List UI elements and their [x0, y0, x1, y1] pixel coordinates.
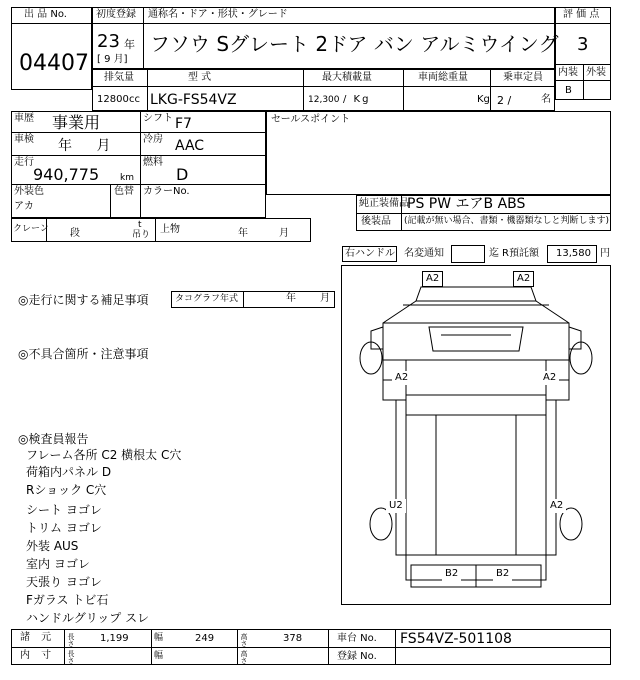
chassis-value: FS54VZ-501108: [400, 631, 512, 647]
length-label: 長さ: [67, 633, 75, 647]
shift-value: F7: [175, 116, 192, 132]
eval-score: 3: [577, 34, 589, 55]
divider: [490, 69, 491, 111]
divider: [11, 155, 266, 156]
damage-mark: A2: [540, 371, 559, 385]
damage-mark: B2: [442, 567, 461, 581]
exterior-label: 外装: [586, 67, 606, 78]
reg-month: [ 9 月]: [97, 54, 128, 65]
eval-label: 評 価 点: [563, 9, 600, 20]
crane-label: クレーン: [13, 224, 49, 234]
damage-mark: A2: [392, 371, 411, 385]
tacho-label: タコグラフ年式: [175, 294, 239, 304]
mileage-value: 940,775: [33, 165, 100, 184]
divider: [151, 629, 152, 665]
interior-dims-label: 内 寸: [20, 650, 56, 661]
max-load-value: 12,300: [308, 95, 340, 105]
divider: [328, 629, 329, 665]
driving-notes-label: ◎走行に関する補足事項: [18, 293, 149, 307]
divider: [147, 69, 148, 111]
handle-value: 右ハンドル: [345, 248, 395, 259]
fuel-label: 燃料: [143, 157, 163, 168]
displacement-label: 排気量: [104, 72, 134, 83]
tacho-month-unit: 月: [320, 293, 330, 304]
chassis-label: 車台 No.: [337, 633, 377, 644]
gvw-unit: Kg: [477, 94, 490, 105]
int-width-label: 幅: [154, 651, 164, 661]
inspector-line: 荷箱内パネル D: [26, 465, 112, 479]
mileage-label: 走行: [14, 157, 34, 168]
inspector-line: シート ヨゴレ: [26, 503, 102, 517]
shift-label: シフト: [143, 113, 173, 124]
std-equipment-label: 純正装備品: [359, 198, 409, 209]
name-change-box: [451, 245, 485, 263]
damage-mark: A2: [422, 271, 443, 287]
lot-label: 出 品 No.: [24, 9, 67, 20]
damage-mark: A2: [547, 499, 566, 513]
divider: [356, 213, 611, 214]
ext-color-label: 外装色: [14, 186, 44, 197]
divider: [11, 184, 266, 185]
dims-label: 諸 元: [20, 632, 56, 643]
inspector-line: ハンドルグリップ スレ: [26, 611, 150, 625]
inspector-label: ◎検査員報告: [18, 432, 89, 446]
reg-no-label: 登録 No.: [337, 651, 377, 662]
displacement-unit: cc: [129, 94, 140, 105]
name-change-unit: 迄: [489, 248, 499, 259]
r-reading-unit: 円: [600, 248, 610, 259]
divider: [110, 184, 111, 218]
damage-mark: U2: [386, 499, 406, 513]
displacement-value: 12800: [97, 94, 129, 105]
crane-ton-unit: t: [138, 220, 142, 230]
name-label: 通称名・ドア・形状・グレード: [148, 9, 288, 20]
ext-color-value: アカ: [14, 201, 34, 212]
height-label: 高さ: [240, 633, 248, 647]
model-label: 型 式: [188, 72, 212, 83]
divider: [155, 218, 156, 242]
divider: [403, 69, 404, 111]
std-equipment-value: PS PW エアB ABS: [407, 196, 526, 212]
inspector-line: Fガラス トビ石: [26, 593, 109, 607]
damage-mark: A2: [513, 271, 534, 287]
color-no-label: カラーNo.: [143, 186, 190, 197]
vehicle-name: フソウ Sグレート 2ドア バン アルミウイング: [150, 32, 559, 56]
r-reading-label: R預託額: [502, 248, 539, 259]
divider: [143, 7, 144, 69]
reg-year-unit: 年: [124, 38, 135, 51]
crane-month-unit: 月: [279, 228, 289, 239]
inspector-line: 室内 ヨゴレ: [26, 557, 90, 571]
crane-top-label: 上物: [160, 224, 180, 235]
name-change-label: 名変通知: [404, 248, 444, 259]
aftermarket-note: (記載が無い場合、書類・機器類なしと判断します): [404, 216, 610, 226]
divider: [92, 86, 555, 87]
max-load-label: 最大積載量: [322, 72, 372, 83]
inspector-line: Rショック C穴: [26, 483, 107, 497]
max-load-unit: / Kg: [343, 94, 371, 105]
ac-value: AAC: [175, 138, 205, 154]
crane-hoist-unit: 吊り: [132, 230, 151, 240]
inspection-value: 年 月: [58, 138, 111, 154]
inspection-label: 車検: [14, 134, 34, 145]
divider: [237, 629, 238, 665]
inspector-line: 天張り ヨゴレ: [26, 575, 102, 589]
capacity-unit: 名: [541, 94, 551, 105]
int-length-label: 長さ: [67, 650, 75, 664]
truck-diagram: [341, 265, 611, 605]
gvw-label: 車両総重量: [418, 72, 468, 83]
divider: [140, 111, 141, 218]
divider: [11, 647, 611, 648]
crane-year-unit: 年: [238, 228, 248, 239]
fuel-value: D: [176, 165, 189, 184]
history-value: 事業用: [52, 113, 101, 132]
ac-label: 冷房: [143, 134, 163, 145]
aftermarket-label: 後装品: [361, 216, 391, 227]
damage-mark: B2: [493, 567, 512, 581]
divider: [583, 64, 584, 100]
interior-label: 内装: [558, 67, 578, 78]
interior-grade: B: [565, 85, 572, 96]
divider: [92, 23, 555, 24]
length-value: 1,199: [100, 633, 129, 644]
sales-point-label: セールスポイント: [271, 114, 351, 125]
divider: [395, 629, 396, 665]
int-height-label: 高さ: [240, 650, 248, 664]
inspector-line: フレーム各所 C2 横根太 C穴: [26, 448, 182, 462]
divider: [11, 132, 266, 133]
history-label: 車歴: [14, 113, 34, 124]
capacity-label: 乗車定員: [503, 72, 543, 83]
tacho-year-unit: 年: [286, 293, 296, 304]
width-value: 249: [195, 633, 215, 644]
reg-label: 初度登録: [96, 9, 136, 20]
divider: [303, 69, 304, 111]
capacity-value: 2 /: [497, 94, 512, 107]
lot-number: 04407: [19, 51, 89, 76]
divider: [243, 291, 244, 308]
height-value: 378: [283, 633, 303, 644]
divider: [11, 23, 92, 24]
inspector-line: トリム ヨゴレ: [26, 521, 102, 535]
inspector-line: 外装 AUS: [26, 539, 79, 553]
r-reading-value: 13,580: [556, 248, 591, 259]
mileage-unit: km: [120, 173, 134, 183]
reg-year: 23: [97, 31, 120, 52]
divider: [555, 23, 611, 24]
defects-label: ◎不具合箇所・注意事項: [18, 347, 149, 361]
width-label: 幅: [154, 633, 164, 643]
model-value: LKG-FS54VZ: [150, 92, 237, 108]
divider: [64, 629, 65, 665]
crane-stage-unit: 段: [70, 228, 80, 239]
color-change-label: 色替: [114, 186, 134, 197]
